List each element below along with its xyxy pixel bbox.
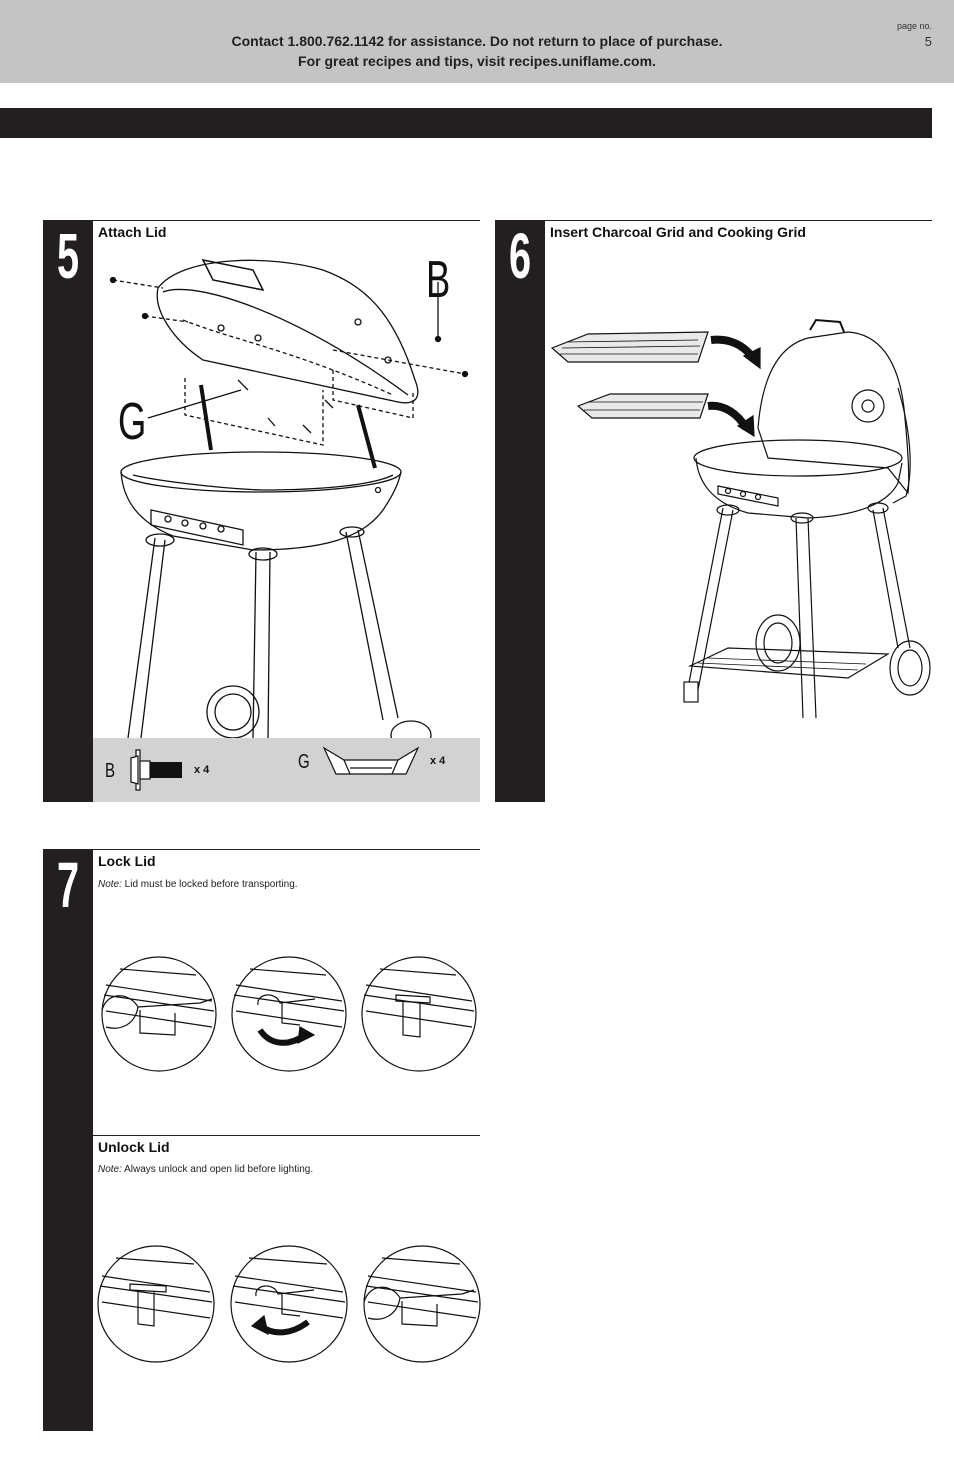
part-g-quantity: x 4 — [430, 755, 446, 767]
section-bar — [0, 108, 932, 138]
bolt-icon — [128, 748, 186, 792]
unlock-lid-note-prefix: Note: — [98, 1164, 122, 1175]
step-5-number: 5 — [56, 220, 80, 292]
page-number: 5 — [924, 34, 932, 49]
grid-insertion-illustration — [548, 318, 932, 726]
recipes-line: For great recipes and tips, visit recipes.uniflame.com. — [298, 53, 656, 69]
step-5-top-rule — [93, 220, 480, 221]
lock-lid-title: Lock Lid — [98, 853, 156, 869]
step-5-title: Attach Lid — [98, 224, 167, 240]
grill-lid-assembly-illustration — [93, 240, 480, 738]
part-g-label: G — [298, 751, 310, 773]
unlock-lid-note-text: Always unlock and open lid before lighting. — [121, 1164, 314, 1175]
unlock-lid-top-rule — [93, 1135, 480, 1136]
lock-lid-note-text: Lid must be locked before transporting. — [121, 879, 298, 890]
unlock-lid-note — [98, 1164, 313, 1175]
step-7-number-bar — [43, 849, 93, 1431]
page-number-label: page no. — [896, 21, 932, 31]
step-6-number: 6 — [508, 220, 532, 292]
unlock-lid-sequence-illustration — [96, 1244, 482, 1366]
step-5-number-bar — [43, 220, 93, 802]
step-7-number: 7 — [56, 849, 80, 921]
step-6-title: Insert Charcoal Grid and Cooking Grid — [550, 224, 806, 240]
step-6-top-rule — [545, 220, 932, 221]
callout-b: B — [426, 251, 451, 309]
page-header — [0, 0, 954, 83]
lock-lid-note — [98, 879, 298, 890]
lock-lid-sequence-illustration — [100, 955, 480, 1075]
callout-g: G — [118, 393, 147, 451]
contact-line: Contact 1.800.762.1142 for assistance. Do not return to place of purchase. — [231, 33, 723, 49]
lock-lid-note-prefix: Note: — [98, 879, 122, 890]
unlock-lid-title: Unlock Lid — [98, 1139, 170, 1155]
lid-hinge-icon — [320, 744, 422, 780]
step-7-top-rule — [93, 849, 480, 850]
part-b-quantity: x 4 — [194, 764, 210, 776]
part-b-label: B — [105, 760, 116, 782]
step-6-number-bar — [495, 220, 545, 802]
